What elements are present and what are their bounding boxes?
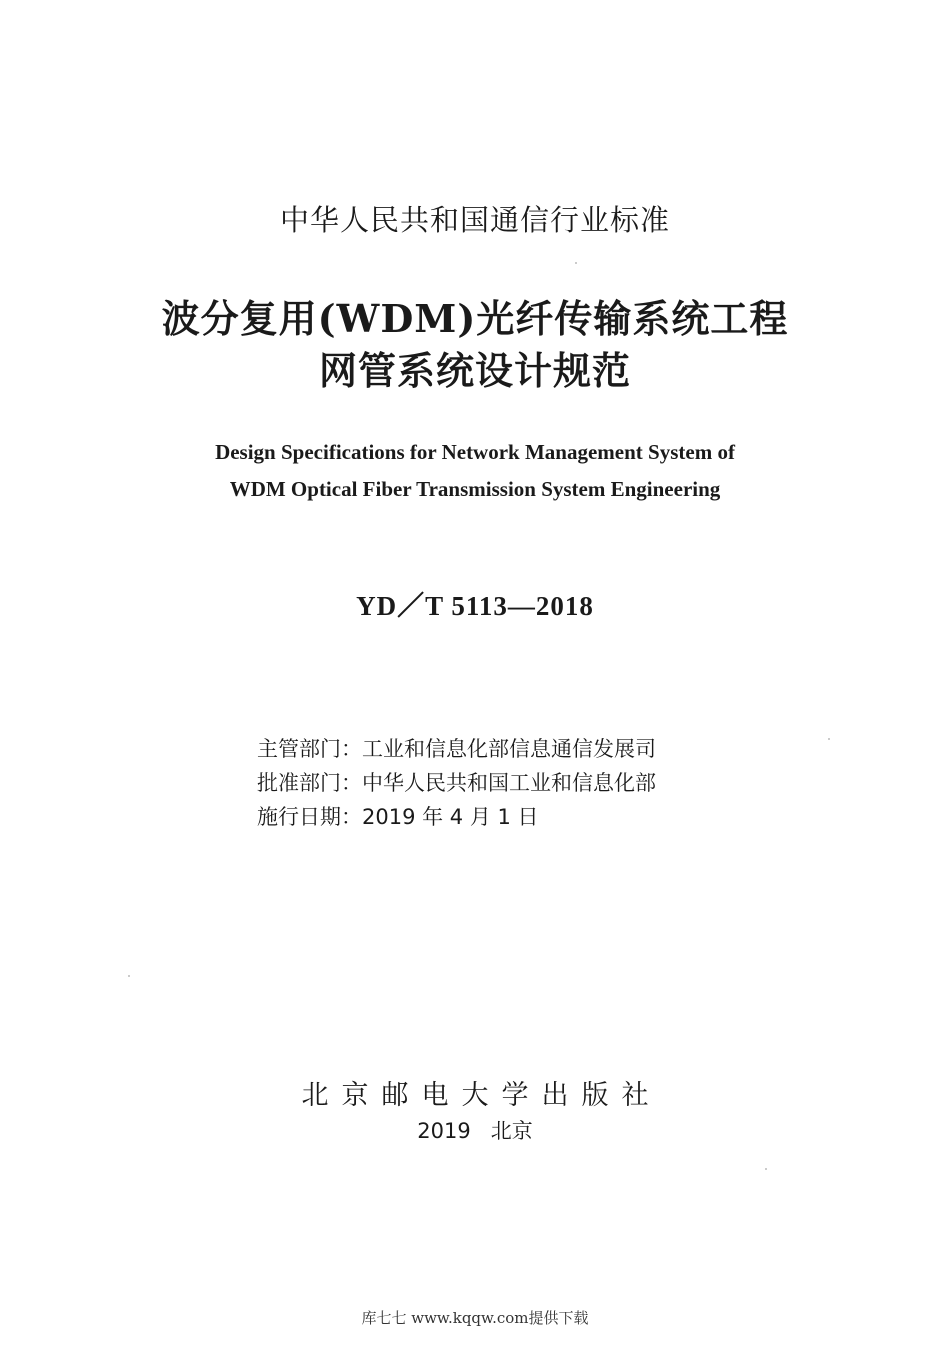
publisher: 北京邮电大学出版社 [301,1080,662,1111]
title-chinese-line-1: 波分复用(WDM)光纤传输系统工程 [161,296,789,341]
title-english-line-1: Design Specifications for Network Management System of [215,440,735,464]
title-english-line-2: WDM Optical Fiber Transmission System Engineering [229,477,721,501]
approver-label: 批准部门： [257,771,362,795]
effective-date-value: 2019 年 4 月 1 日 [362,805,539,829]
approver-value: 中华人民共和国工业和信息化部 [362,771,656,795]
title-chinese-line-2: 网管系统设计规范 [318,348,631,393]
effective-date-line [257,801,539,831]
publish-year-city [0,1115,950,1145]
approver-line [257,767,656,797]
scan-speck [128,975,130,977]
standard-code: YD／T 5113—2018 [356,591,594,621]
standard-category: 中华人民共和国通信行业标准 [279,203,670,237]
effective-date-label: 施行日期： [257,805,362,829]
scan-speck [575,262,577,264]
download-watermark: 库七七 www.kqqw.com提供下载 [361,1309,589,1327]
scan-speck [765,1168,767,1170]
publish-city: 北京 [490,1119,533,1143]
scan-speck [828,738,830,740]
supervisor-line [257,733,656,763]
publish-year: 2019 [417,1119,471,1143]
supervisor-value: 工业和信息化部信息通信发展司 [362,737,656,761]
supervisor-label: 主管部门： [257,737,362,761]
